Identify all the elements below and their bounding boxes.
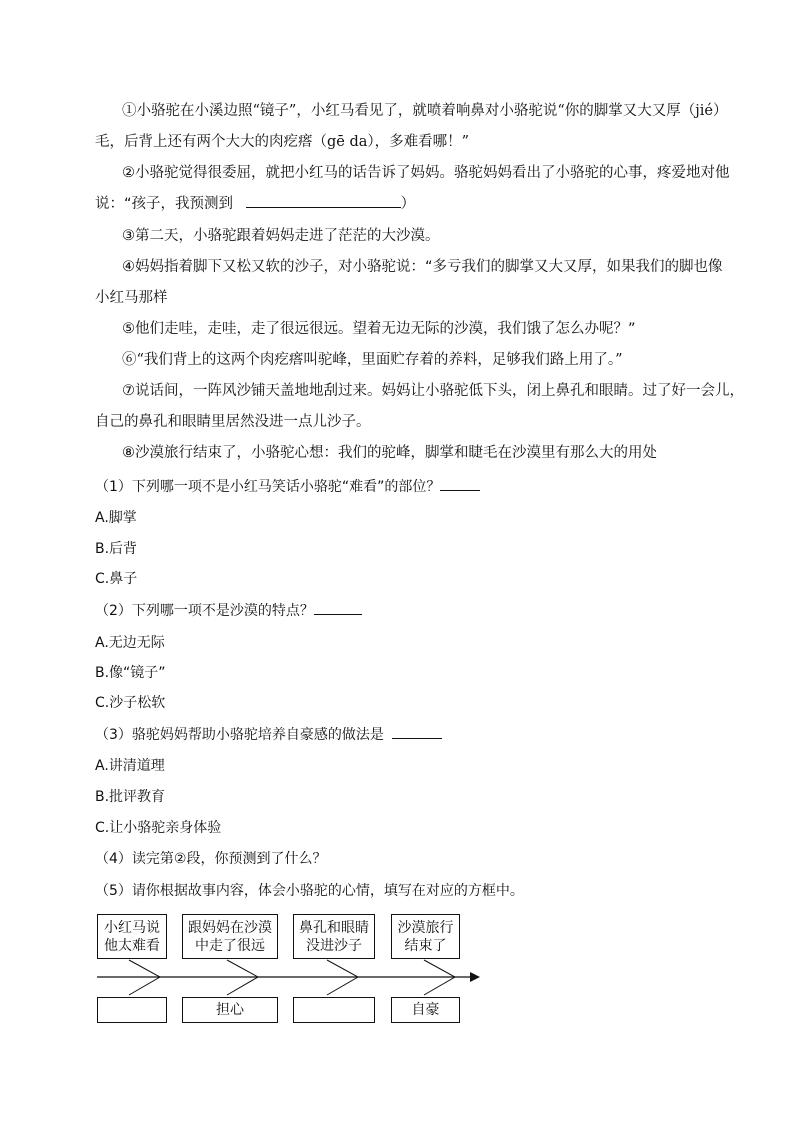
passage-paragraph-6: ⑥“我们背上的这两个肉疙瘩叫驼峰，里面贮存着的养料，足够我们路上用了。” — [122, 352, 623, 368]
question-1-option-b[interactable]: B.后背 — [95, 541, 138, 557]
event-box-3 — [293, 914, 375, 959]
paragraph-2-suffix: ） — [400, 196, 416, 212]
question-2-text: （2）下列哪一项不是沙漠的特点？ — [95, 603, 314, 619]
passage-paragraph-7-cont: 自己的鼻孔和眼睛里居然没进一点儿沙子。 — [95, 414, 371, 430]
arrow-head — [470, 972, 480, 982]
mood-box-1[interactable] — [97, 997, 167, 1023]
event-box-2-line2: 中走了很远 — [195, 938, 265, 954]
event-box-1 — [97, 914, 167, 959]
question-3-option-c[interactable]: C.让小骆驼亲身体验 — [95, 820, 222, 836]
question-3-option-a[interactable]: A.讲清道理 — [95, 758, 165, 774]
passage-paragraph-2: ②小骆驼觉得很委屈，就把小红马的话告诉了妈妈。骆驼妈妈看出了小骆驼的心事，疼爱地对他 — [122, 165, 730, 181]
question-2-option-a[interactable]: A.无边无际 — [95, 635, 165, 651]
question-1-option-c[interactable]: C.鼻子 — [95, 571, 138, 587]
passage-paragraph-8: ⑧沙漠旅行结束了，小骆驼心想：我们的驼峰，脚掌和睫毛在沙漠里有那么大的用处 — [122, 445, 657, 461]
paragraph-2-prefix: 说：“孩子，我预测到 — [95, 196, 234, 212]
passage-paragraph-3: ③第二天，小骆驼跟着妈妈走进了茫茫的大沙漠。 — [122, 228, 440, 244]
question-4: （4）读完第②段，你预测到了什么？ — [95, 851, 327, 867]
passage-paragraph-4: ④妈妈指着脚下又松又软的沙子，对小骆驼说：“多亏我们的脚掌又大又厚，如果我们的脚也像 — [122, 259, 723, 275]
event-box-3-line1: 鼻孔和眼睛 — [299, 920, 369, 936]
passage-paragraph-7: ⑦说话间，一阵风沙铺天盖地地刮过来。妈妈让小骆驼低下头，闭上鼻孔和眼睛。过了好一会儿， — [122, 383, 744, 399]
event-box-3-line2: 没进沙子 — [306, 938, 362, 954]
event-box-4-line1: 沙漠旅行 — [397, 920, 454, 936]
mood-box-3[interactable] — [293, 997, 375, 1023]
question-1-option-a[interactable]: A.脚掌 — [95, 510, 137, 526]
event-box-2-line1: 跟妈妈在沙漠 — [188, 920, 272, 936]
event-box-4 — [391, 914, 460, 959]
question-1-text: （1）下列哪一项不是小红马笑话小骆驼“难看”的部位？ — [95, 479, 441, 495]
event-box-1-line2: 他太难看 — [104, 938, 160, 954]
event-box-4-line2: 结束了 — [404, 938, 447, 954]
event-box-1-line1: 小红马说 — [104, 920, 160, 936]
question-3-option-b[interactable]: B.批评教育 — [95, 789, 166, 805]
question-5: （5）请你根据故事内容，体会小骆驼的心情，填写在对应的方框中。 — [95, 883, 524, 899]
question-2-option-b[interactable]: B.像“镜子” — [95, 665, 166, 681]
event-box-2 — [182, 914, 278, 959]
mood-box-4[interactable]: 自豪 — [391, 997, 460, 1023]
passage-paragraph-4-cont: 小红马那样 — [95, 290, 168, 306]
passage-paragraph-1: ①小骆驼在小溪边照“镜子”，小红马看见了，就喷着响鼻对小骆驼说“你的脚掌又大又厚（jié） — [122, 103, 728, 119]
passage-paragraph-5: ⑤他们走哇，走哇，走了很远很远。望着无边无际的沙漠，我们饿了怎么办呢？” — [122, 321, 636, 337]
question-3-text: （3）骆驼妈妈帮助小骆驼培养自豪感的做法是 — [95, 727, 384, 743]
question-2-option-c[interactable]: C.沙子松软 — [95, 695, 166, 711]
passage-paragraph-1-cont: 毛，后背上还有两个大大的肉疙瘩（gē da），多难看哪！” — [95, 134, 470, 150]
mood-box-2[interactable]: 担心 — [182, 997, 278, 1023]
